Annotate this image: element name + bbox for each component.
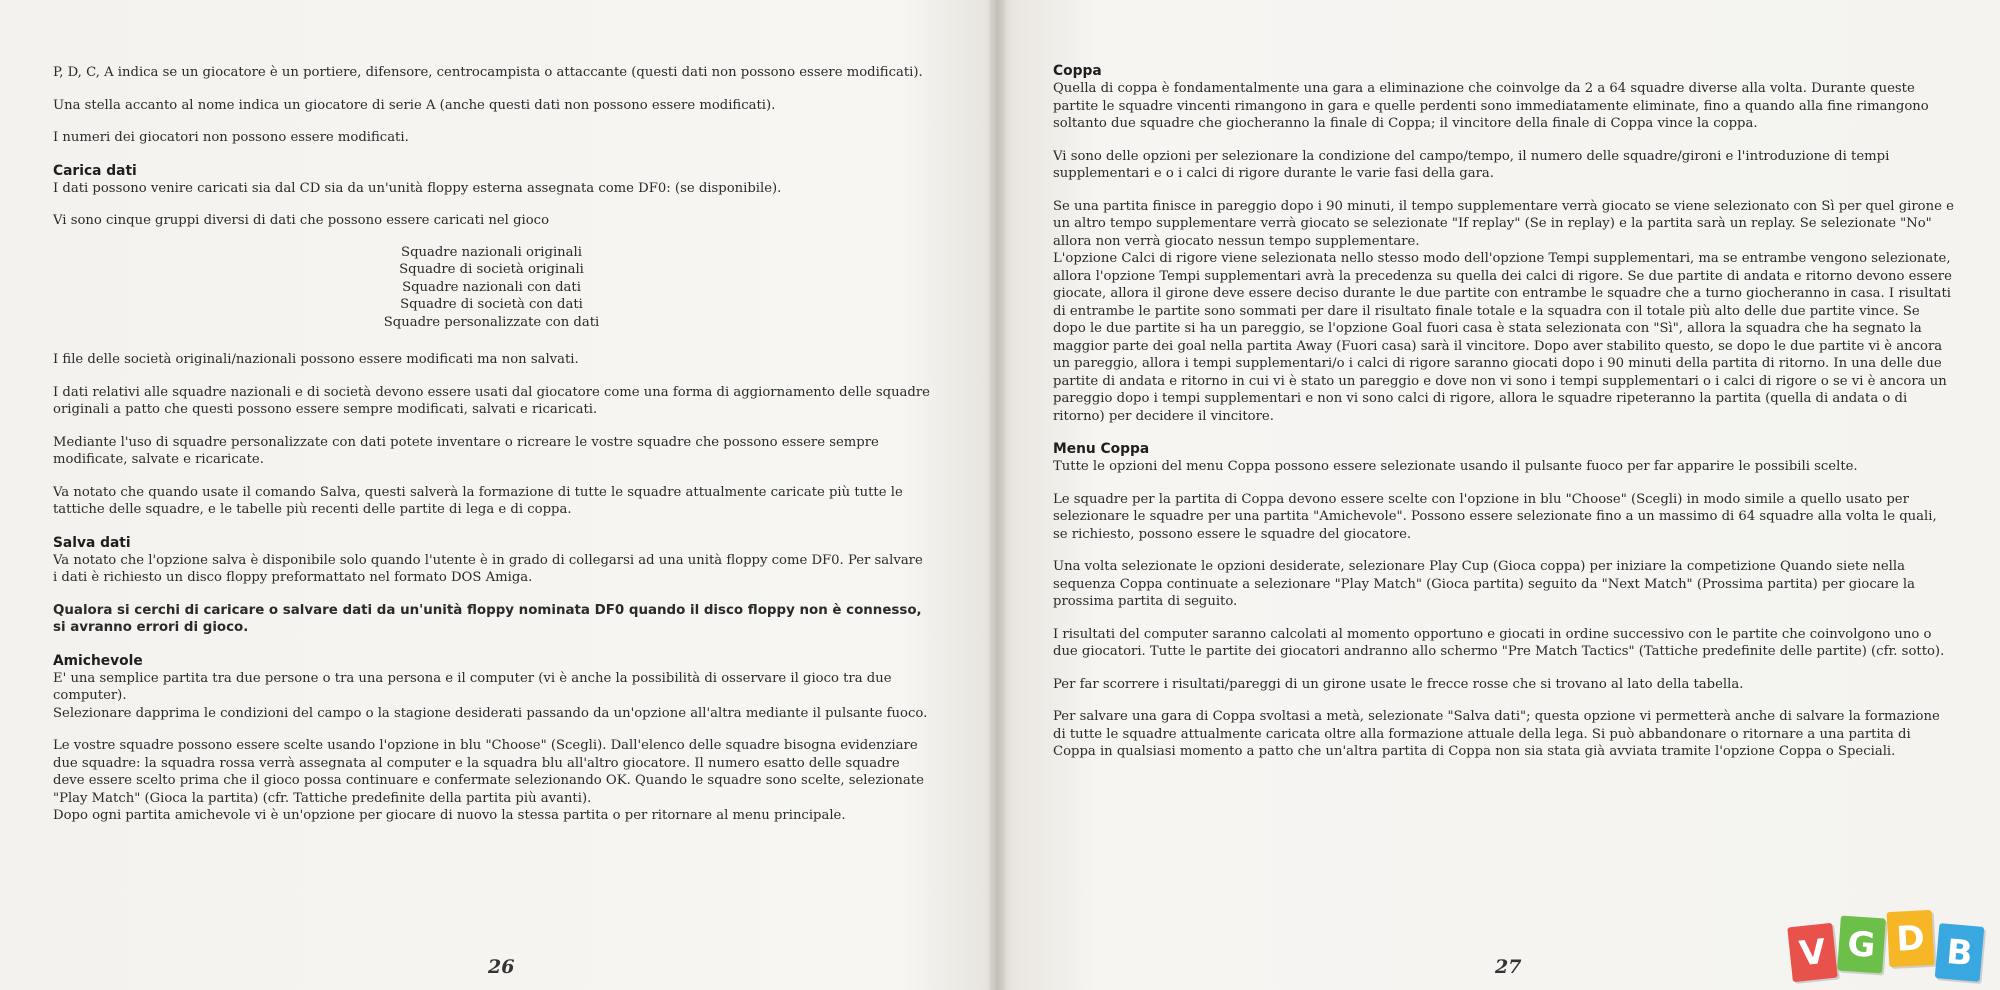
paragraph: Vi sono cinque gruppi diversi di dati che possono essere caricati nel gioco	[53, 213, 550, 228]
list-item: Squadre personalizzate con dati	[383, 314, 600, 330]
warning-paragraph: Qualora si cerchi di caricare o salvare dati da un'unità floppy nominata DF0 quando il disco floppy non è connesso, si avranno errori di gioco.	[53, 602, 922, 636]
right-page	[1005, 0, 2000, 990]
section-menu-coppa	[1053, 440, 1955, 476]
paragraph: E' una semplice partita tra due persone o tra una persona e il computer (vi è anche la possibilità di osservare il gioco tra due computer).	[53, 670, 892, 704]
page-number: 26	[488, 956, 515, 978]
list-item: Squadre di società con dati	[400, 297, 583, 313]
paragraph: Per far scorrere i risultati/pareggi di un girone usate le frecce rosse che si trovano al lato della tabella.	[1053, 676, 1744, 692]
book-spine	[990, 0, 1005, 990]
list-item: Squadre nazionali con dati	[402, 279, 581, 295]
paragraph: Se una partita finisce in pareggio dopo i 90 minuti, il tempo supplementare verrà giocato se viene selezionato con Sì per quel girone e un altro tempo supplementare verrà giocato se selezionate "If replay" (Se in replay) e la partita sarà un replay. Se selezionate "No" allora non verrà giocato nessun tempo supplementare.	[1053, 198, 1954, 249]
section-heading: Menu Coppa	[1053, 441, 1150, 457]
page-number: 27	[1495, 956, 1522, 978]
section-choose-teams	[53, 737, 930, 825]
section-heading: Carica dati	[53, 162, 137, 179]
paragraph: I numeri dei giocatori non possono essere modificati.	[53, 130, 409, 145]
paragraph: I file delle società originali/nazionali possono essere modificati ma non salvati.	[53, 352, 579, 368]
vgdb-watermark-logo	[1790, 910, 1990, 980]
paragraph: I dati possono venire caricati sia dal CD sia da un'unità floppy esterna assegnata come DF0: (se disponibile).	[53, 180, 782, 196]
paragraph: Quella di coppa è fondamentalmente una gara a eliminazione che coinvolge da 2 a 64 squadre diverse alla volta. Durante queste partite le squadre vincenti rimangono in gara e quelle perdenti sono immediatamente eliminate, fino a quando alla fine rimangono soltanto due squadre che giocheranno la finale di Coppa; il vincitore della finale di Coppa vince la coppa.	[1053, 81, 1929, 131]
paragraph: L'opzione Calci di rigore viene selezionata nello stesso modo dell'opzione Tempi supplementari, ma se entrambe vengono selezionate, allora l'opzione Tempi supplementari avrà la precedenza su quella dei calci di rigore. Se due partite di andata e ritorno devono essere giocate, allora il girone deve essere deciso durante le due partite con entrambe le squadre che a turno giocheranno in casa. I risultati di entrambe le partite sono sommati per dare il risultato finale totale e la squadra con il totale più alto delle due partite vince. Se dopo le due partite si ha un pareggio, se l'opzione Goal fuori casa è stata selezionata con "Sì", allora la squadra che ha segnato la maggior parte dei goal nella partita Away (Fuori casa) sarà il vincitore. Dopo aver stabilito questo, se dopo le due partite vi è ancora un pareggio, allora i tempi supplementari/o i calci di rigore saranno giocati dopo i 90 minuti della partita di ritorno. In una delle due partite di andata e ritorno in cui vi è stato un pareggio e dove non vi sono i tempi supplementari o i calci di rigore o se vi è ancora un pareggio dopo i tempi supplementari e non vi sono calci di rigore, allora le squadre ripeteranno la partita (quella di andata o di ritorno) per decidere il vincitore.	[1053, 251, 1952, 424]
data-groups-list	[53, 244, 930, 332]
watermark-letter: G	[1837, 915, 1886, 973]
paragraph: Una stella accanto al nome indica un giocatore di serie A (anche questi dati non possono essere modificati).	[53, 97, 776, 113]
list-item: Squadre nazionali originali	[401, 244, 582, 260]
paragraph: Tutte le opzioni del menu Coppa possono essere selezionate usando il pulsante fuoco per far apparire le possibili scelte.	[1053, 459, 1858, 474]
paragraph: I dati relativi alle squadre nazionali e di società devono essere usati dal giocatore come una forma di aggiornamento delle squadre originali a patto che questi possono essere sempre modificati, salvati e ricaricati.	[53, 384, 930, 418]
section-salva-dati	[53, 534, 930, 587]
watermark-letter: D	[1887, 910, 1935, 967]
paragraph: Selezionare dapprima le condizioni del campo o la stagione desiderati passando da un'opzione all'altra mediante il pulsante fuoco.	[53, 705, 928, 721]
watermark-letter: B	[1935, 923, 1985, 982]
paragraph: Le squadre per la partita di Coppa devono essere scelte con l'opzione in blu "Choose" (Scegli) in modo simile a quello usato per selezionare le squadre per una partita "Amichevole". Possono essere selezionate fino a un massimo di 64 squadre alla volta le quali, se richiesto, possono essere le squadre del giocatore.	[1053, 491, 1937, 542]
paragraph: Per salvare una gara di Coppa svoltasi a metà, selezionate "Salva dati"; questa opzione vi permetterà anche di salvare la formazione di tutte le squadre attualmente caricata oltre alla formazione attuale della lega. Si può abbandonare o ritornare a una partita di Coppa in qualsiasi momento a patto che un'altra partita di Coppa non sia stata già avviata tramite l'opzione Coppa o Speciali.	[1053, 709, 1940, 759]
paragraph: Dopo ogni partita amichevole vi è un'opzione per giocare di nuovo la stessa partita o per ritornare al menu principale.	[53, 808, 846, 824]
section-heading: Salva dati	[53, 534, 131, 551]
paragraph: I risultati del computer saranno calcolati al momento opportuno e giocati in ordine successivo con le partite che coinvolgono uno o due giocatori. Tutte le partite dei giocatori andranno allo schermo "Pre Match Tactics" (Tattiche predefinite delle partite) (cfr. sotto).	[1053, 626, 1945, 659]
left-page	[0, 0, 990, 990]
watermark-letter: V	[1787, 923, 1838, 982]
list-item: Squadre di società originali	[399, 262, 584, 278]
paragraph: Vi sono delle opzioni per selezionare la condizione del campo/tempo, il numero delle squadre/gironi e l'introduzione di tempi supplementari e o i calci di rigore durante le varie fasi della gara.	[1053, 148, 1890, 181]
section-amichevole	[53, 652, 930, 723]
section-carica-dati	[53, 162, 930, 198]
paragraph: Va notato che l'opzione salva è disponibile solo quando l'utente è in grado di collegarsi ad una unità floppy come DF0. Per salvare i dati è richiesto un disco floppy preformattato nel formato DOS Amiga.	[53, 552, 923, 586]
paragraph: Va notato che quando usate il comando Salva, questi salverà la formazione di tutte le squadre attualmente caricate più tutte le tattiche delle squadre, e le tabelle più recenti delle partite di lega e di coppa.	[53, 484, 903, 518]
section-coppa	[1053, 62, 1955, 133]
section-heading: Amichevole	[53, 652, 143, 669]
paragraph: Una volta selezionate le opzioni desiderate, selezionare Play Cup (Gioca coppa) per iniziare la competizione Quando siete nella sequenza Coppa continuate a selezionare "Play Match" (Gioca partita) seguito da "Next Match" (Prossima partita) per giocare la prossima partita di seguito.	[1053, 559, 1915, 609]
paragraph: P, D, C, A indica se un giocatore è un portiere, difensore, centrocampista o attaccante (questi dati non possono essere modificati).	[53, 65, 923, 80]
paragraph: Mediante l'uso di squadre personalizzate con dati potete inventare o ricreare le vostre squadre che possono essere sempre modificate, salvate e ricaricate.	[53, 434, 879, 468]
section-heading: Coppa	[1053, 63, 1102, 79]
section-pareggio	[1053, 198, 1955, 426]
paragraph: Le vostre squadre possono essere scelte usando l'opzione in blu "Choose" (Scegli). Dall'elenco delle squadre bisogna evidenziare due squadre: la squadra rossa verrà assegnata al computer e la squadra blu all'altro giocatore. Il numero esatto delle squadre deve essere scelto prima che il gioco possa continuare e confermate selezionando OK. Quando le squadre sono scelte, selezionate "Play Match" (Gioca la partita) (cfr. Tattiche predefinite della partita più avanti).	[53, 738, 924, 806]
